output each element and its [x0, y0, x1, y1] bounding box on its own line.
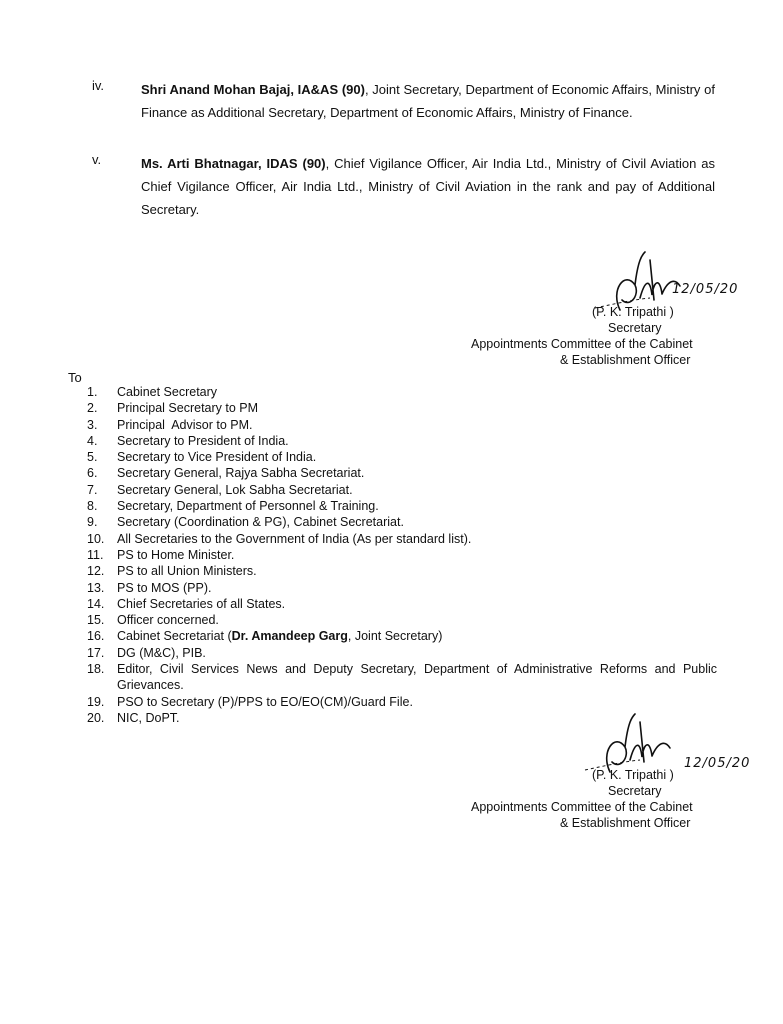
list-item: 7. Secretary General, Lok Sabha Secretariat.	[87, 482, 353, 497]
list-item: 13. PS to MOS (PP).	[87, 580, 212, 595]
item-number: iv.	[92, 78, 105, 93]
list-item: 20. NIC, DoPT.	[87, 710, 180, 725]
list-item: 15. Officer concerned.	[87, 613, 219, 628]
list-item: 18. Editor, Civil Services News and Deputy Secretary, Department of Administrative Reforms and Public Grievances.	[87, 662, 717, 693]
signatory-name: (P. K. Tripathi )	[592, 305, 674, 319]
list-item: 8. Secretary, Department of Personnel & Training.	[87, 499, 379, 514]
list-item: 5. Secretary to Vice President of India.	[87, 450, 317, 465]
list-item: 9. Secretary (Coordination & PG), Cabinet Secretariat.	[87, 515, 404, 530]
appointment-details: , Joint Secretary, Department of Economic Affairs, Ministry of Finance as Additional Secretary, Department of Economic Affairs, Ministry of Finance.	[141, 82, 715, 120]
list-item: 11. PS to Home Minister.	[87, 547, 235, 562]
handwritten-date: 12/05/20	[684, 756, 751, 771]
to-label: To	[68, 370, 82, 385]
list-item: 16. Cabinet Secretariat (Dr. Amandeep Garg, Joint Secretary)	[87, 629, 443, 644]
item-text	[141, 152, 715, 221]
handwritten-date: 12/05/20	[672, 282, 739, 297]
list-item: 10. All Secretaries to the Government of India (As per standard list).	[87, 531, 472, 546]
list-item: 6. Secretary General, Rajya Sabha Secretariat.	[87, 466, 365, 481]
appointee-name: Ms. Arti Bhatnagar, IDAS (90)	[141, 156, 326, 171]
committee-name: Appointments Committee of the Cabinet	[471, 800, 693, 814]
committee-name: Appointments Committee of the Cabinet	[471, 337, 693, 351]
office-name: & Establishment Officer	[560, 816, 691, 830]
distribution-list	[87, 384, 717, 726]
signatory-name: (P. K. Tripathi )	[592, 768, 674, 782]
list-item: 14. Chief Secretaries of all States.	[87, 596, 286, 611]
signatory-designation: Secretary	[608, 784, 662, 798]
appointment-details: , Chief Vigilance Officer, Air India Ltd., Ministry of Civil Aviation as Chief Vigilance Officer, Air India Ltd., Ministry of Civil Aviation in the rank and pay of Additional Secretary.	[141, 156, 716, 217]
list-item: 1. Cabinet Secretary	[87, 385, 218, 399]
signature-block-top	[460, 250, 760, 370]
item-number: v.	[92, 152, 102, 167]
signature-block-bottom	[460, 712, 760, 832]
appointee-name: Shri Anand Mohan Bajaj, IA&AS (90)	[141, 82, 365, 97]
item-text	[141, 78, 715, 124]
list-item: 3. Principal Advisor to PM.	[87, 417, 253, 432]
office-name: & Establishment Officer	[560, 353, 691, 367]
signatory-designation: Secretary	[608, 321, 662, 335]
list-item: 2. Principal Secretary to PM	[87, 401, 259, 416]
list-item: 19. PSO to Secretary (P)/PPS to EO/EO(CM)/Guard File.	[87, 694, 413, 709]
list-item: 12. PS to all Union Ministers.	[87, 564, 257, 579]
list-item: 17. DG (M&C), PIB.	[87, 645, 206, 660]
list-item: 4. Secretary to President of India.	[87, 433, 289, 448]
